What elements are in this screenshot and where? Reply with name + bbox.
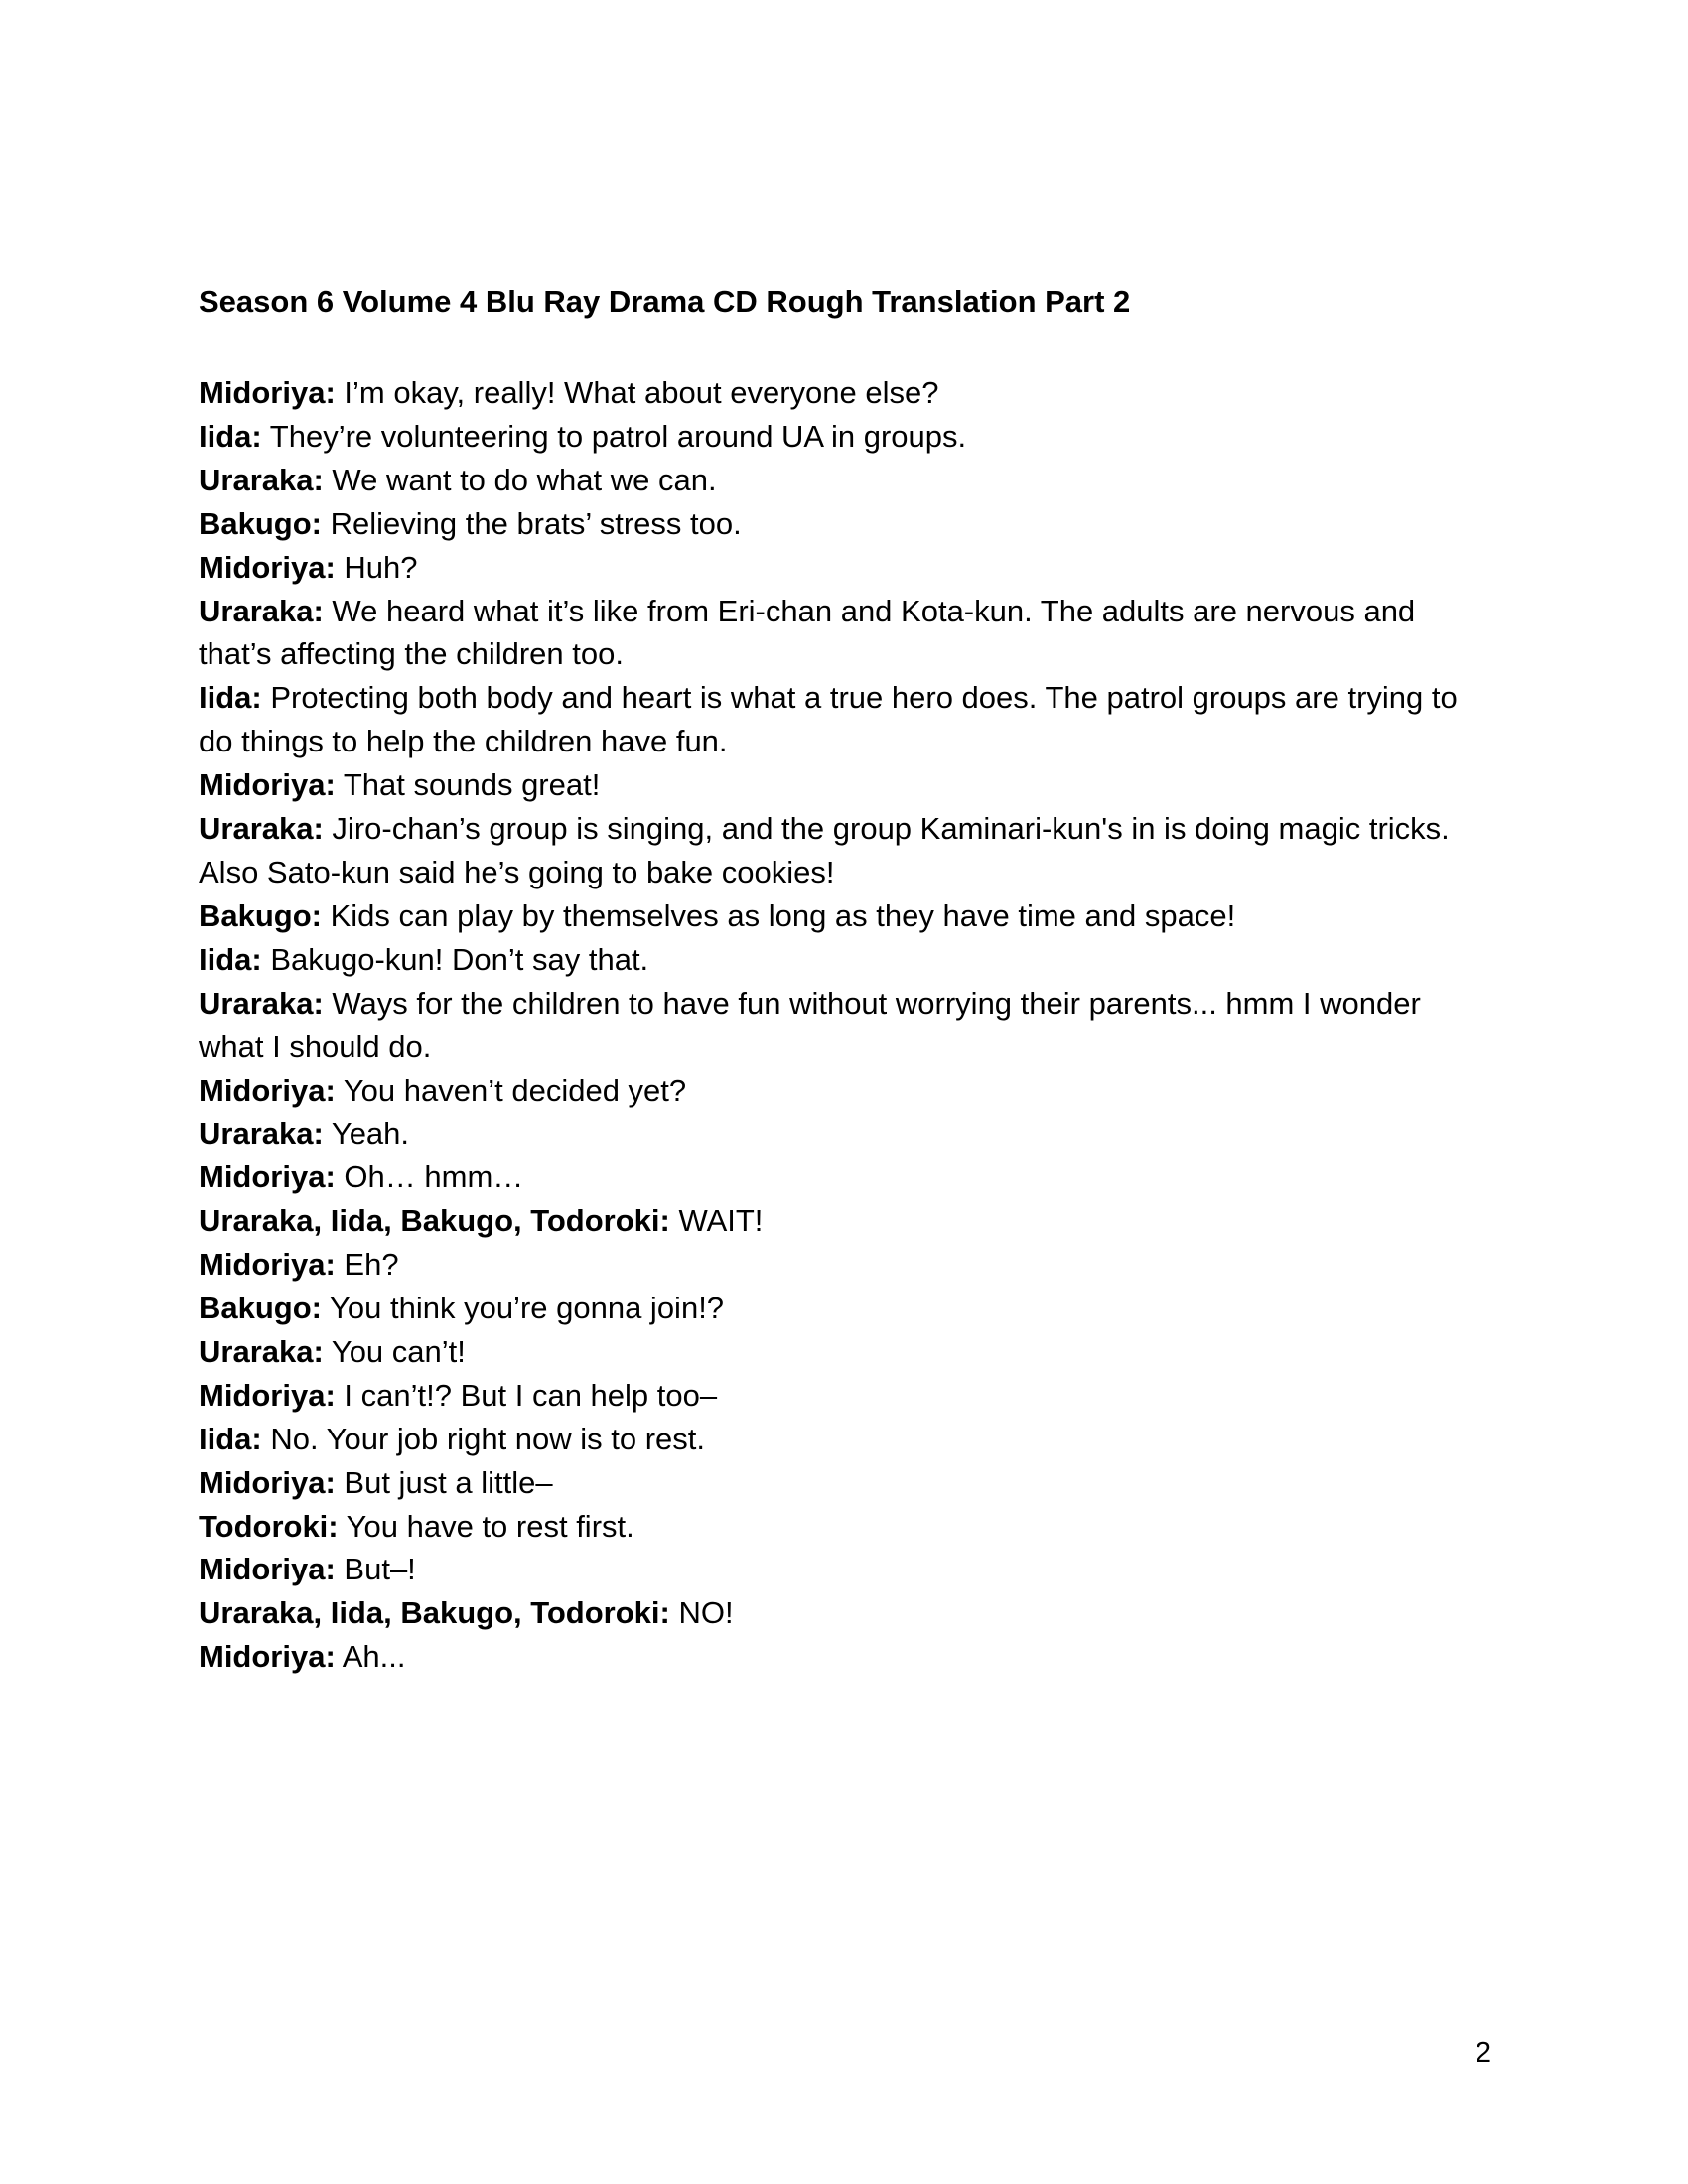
dialogue-line: [199, 546, 1479, 590]
dialogue-text: But just a little–: [335, 1464, 553, 1500]
speaker-name: Uraraka:: [199, 1333, 324, 1369]
dialogue-line: [199, 1069, 1479, 1113]
speaker-name: Uraraka:: [199, 1116, 324, 1152]
speaker-name: Uraraka:: [199, 593, 324, 628]
dialogue-line: [199, 1112, 1479, 1156]
dialogue-line: [199, 1199, 1479, 1243]
speaker-name: Uraraka, Iida, Bakugo, Todoroki:: [199, 1595, 670, 1631]
speaker-name: Todoroki:: [199, 1508, 339, 1544]
dialogue-text: Yeah.: [323, 1116, 410, 1152]
dialogue-text: I can’t!? But I can help too–: [335, 1377, 718, 1413]
speaker-name: Midoriya:: [199, 1639, 336, 1675]
dialogue-script: [199, 371, 1479, 1679]
speaker-name: Iida:: [199, 941, 262, 977]
dialogue-text: We heard what it’s like from Eri-chan and Kota-kun. The adults are nervous and that’s affecting the children too.: [199, 593, 1416, 672]
dialogue-text: NO!: [669, 1595, 734, 1631]
dialogue-line: [199, 1374, 1479, 1418]
speaker-name: Iida:: [199, 418, 262, 454]
dialogue-text: You have to rest first.: [338, 1508, 634, 1544]
speaker-name: Midoriya:: [199, 549, 336, 585]
speaker-name: Midoriya:: [199, 1377, 336, 1413]
dialogue-line: [199, 982, 1479, 1069]
dialogue-text: You think you’re gonna join!?: [322, 1291, 725, 1326]
dialogue-line: [199, 1330, 1479, 1374]
speaker-name: Uraraka:: [199, 985, 324, 1021]
dialogue-line: [199, 1635, 1479, 1679]
dialogue-line: [199, 590, 1479, 677]
dialogue-line: [199, 676, 1479, 763]
speaker-name: Uraraka:: [199, 462, 324, 497]
speaker-name: Midoriya:: [199, 1160, 336, 1195]
dialogue-text: You can’t!: [323, 1333, 466, 1369]
speaker-name: Midoriya:: [199, 375, 336, 410]
dialogue-line: [199, 1156, 1479, 1199]
dialogue-line: [199, 371, 1479, 415]
dialogue-line: [199, 1287, 1479, 1330]
dialogue-line: [199, 894, 1479, 938]
page-number: 2: [1475, 2037, 1491, 2069]
document-title: Season 6 Volume 4 Blu Ray Drama CD Rough Translation Part 2: [199, 284, 1131, 319]
speaker-name: Bakugo:: [199, 505, 322, 541]
dialogue-text: Ways for the children to have fun without worrying their parents... hmm I wonder what I should do.: [199, 985, 1421, 1064]
dialogue-text: Ah...: [335, 1639, 406, 1675]
speaker-name: Bakugo:: [199, 1291, 322, 1326]
dialogue-text: Relieving the brats’ stress too.: [322, 505, 742, 541]
speaker-name: Uraraka, Iida, Bakugo, Todoroki:: [199, 1203, 670, 1239]
speaker-name: Midoriya:: [199, 1072, 336, 1108]
speaker-name: Midoriya:: [199, 1552, 336, 1587]
dialogue-text: We want to do what we can.: [323, 462, 717, 497]
dialogue-line: [199, 1591, 1479, 1635]
dialogue-line: [199, 1418, 1479, 1461]
dialogue-line: [199, 763, 1479, 807]
dialogue-line: [199, 1461, 1479, 1505]
dialogue-text: Oh… hmm…: [335, 1160, 524, 1195]
dialogue-line: [199, 1505, 1479, 1549]
dialogue-line: [199, 415, 1479, 459]
speaker-name: Iida:: [199, 680, 262, 716]
dialogue-line: [199, 807, 1479, 894]
dialogue-text: No. Your job right now is to rest.: [261, 1421, 706, 1456]
dialogue-text: WAIT!: [669, 1203, 764, 1239]
dialogue-line: [199, 938, 1479, 982]
dialogue-text: Huh?: [335, 549, 418, 585]
dialogue-line: [199, 1548, 1479, 1591]
dialogue-line: [199, 459, 1479, 502]
dialogue-text: Eh?: [335, 1247, 399, 1283]
speaker-name: Midoriya:: [199, 1464, 336, 1500]
dialogue-line: [199, 1243, 1479, 1287]
speaker-name: Uraraka:: [199, 811, 324, 847]
dialogue-text: You haven’t decided yet?: [335, 1072, 687, 1108]
dialogue-text: They’re volunteering to patrol around UA in groups.: [261, 418, 967, 454]
dialogue-text: But–!: [335, 1552, 416, 1587]
speaker-name: Bakugo:: [199, 897, 322, 933]
speaker-name: Iida:: [199, 1421, 262, 1456]
dialogue-text: Jiro-chan’s group is singing, and the group Kaminari-kun's in is doing magic tricks. Also Sato-kun said he’s going to bake cookies!: [199, 811, 1450, 889]
speaker-name: Midoriya:: [199, 767, 336, 803]
dialogue-text: That sounds great!: [335, 767, 601, 803]
dialogue-text: Bakugo-kun! Don’t say that.: [261, 941, 649, 977]
dialogue-text: Protecting both body and heart is what a true hero does. The patrol groups are trying to do things to help the children have fun.: [199, 680, 1458, 759]
dialogue-line: [199, 502, 1479, 546]
dialogue-text: Kids can play by themselves as long as they have time and space!: [322, 897, 1236, 933]
dialogue-text: I’m okay, really! What about everyone else?: [335, 375, 939, 410]
speaker-name: Midoriya:: [199, 1247, 336, 1283]
